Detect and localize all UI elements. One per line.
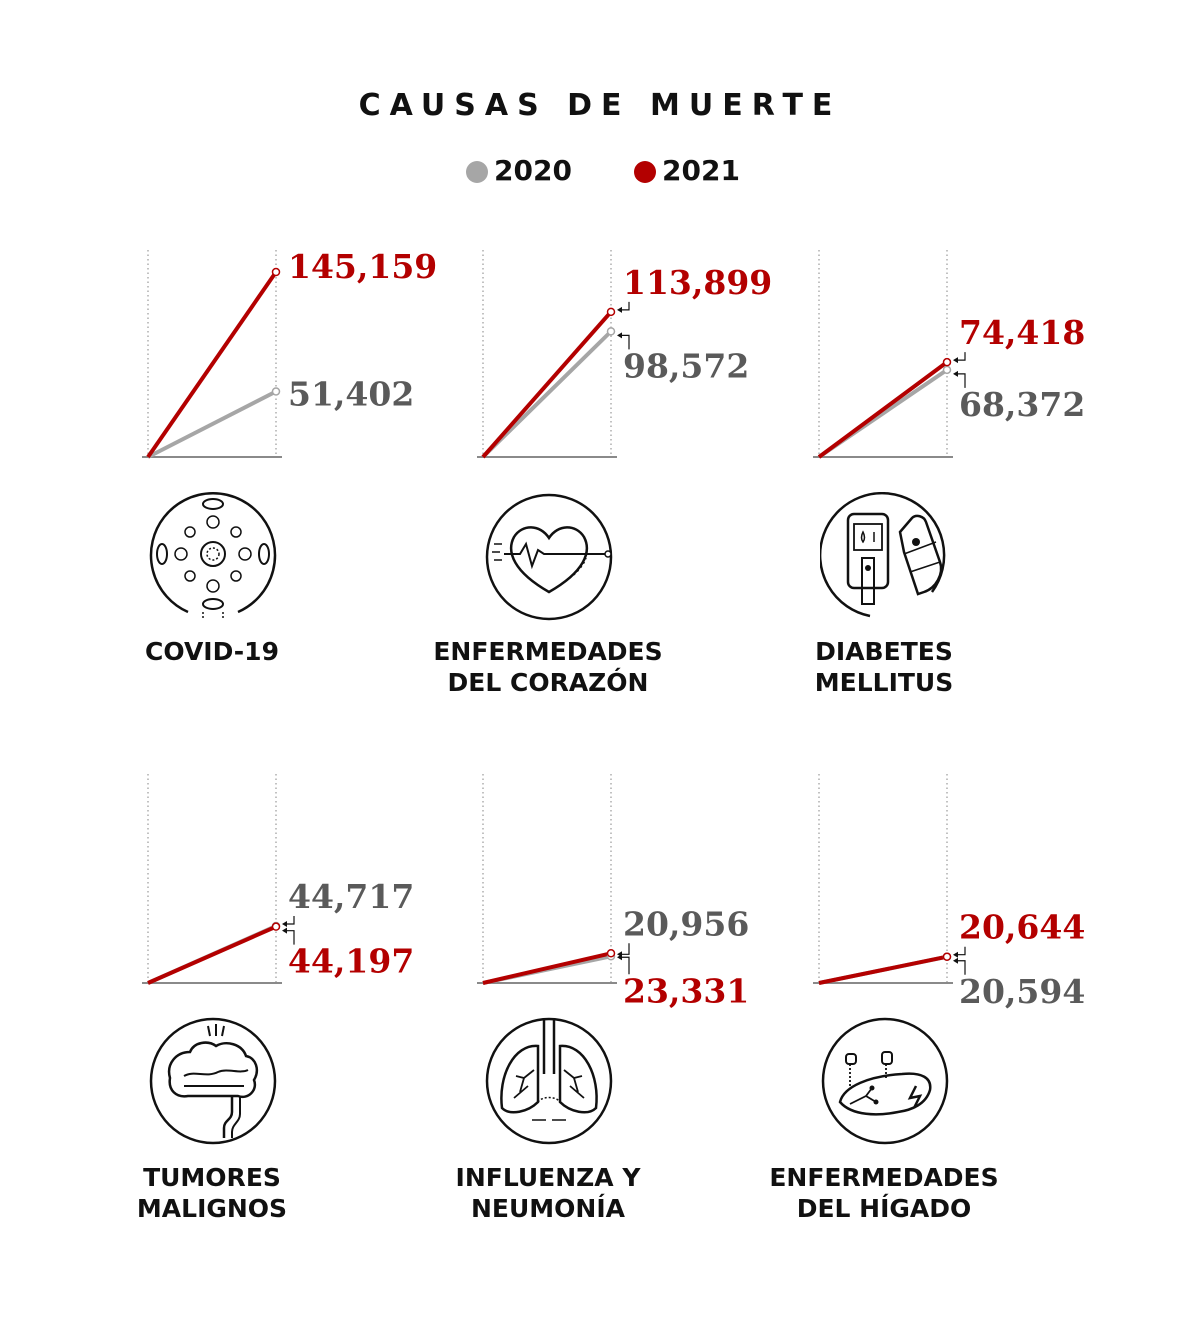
series-line-2021: [483, 953, 611, 983]
category-label-line1: DIABETES: [815, 637, 953, 666]
series-point-2021: [608, 950, 615, 957]
category-label-line1: INFLUENZA Y: [455, 1163, 641, 1192]
data-label-bottom: 44,197: [288, 941, 415, 981]
arrowhead-top: [953, 952, 958, 958]
heart-icon: [484, 492, 614, 622]
data-label-bottom: 20,594: [959, 971, 1086, 1011]
chart-title: CAUSAS DE MUERTE: [358, 88, 842, 123]
data-label-top: 145,159: [288, 247, 438, 286]
category-label-line1: ENFERMEDADES: [433, 637, 663, 666]
series-point-2021: [273, 923, 280, 930]
glucometer-icon: [820, 492, 950, 622]
data-label-bottom: 51,402: [288, 374, 415, 414]
category-label-heart: [398, 636, 698, 698]
series-point-2021: [608, 308, 615, 315]
brain-icon: [148, 1016, 278, 1146]
data-label-top: 20,644: [959, 907, 1086, 947]
category-label-line2: DEL HÍGADO: [796, 1194, 972, 1223]
arrowhead-bottom: [953, 958, 958, 964]
series-line-2021: [819, 362, 947, 457]
data-label-bottom: 68,372: [959, 384, 1086, 424]
category-label-line2: MELLITUS: [814, 668, 954, 697]
category-label-influenza: [398, 1162, 698, 1224]
series-point-2020: [944, 366, 951, 373]
arrowhead-bottom: [282, 928, 287, 934]
series-line-2021: [148, 272, 276, 457]
category-label-line2: DEL CORAZÓN: [447, 668, 649, 697]
arrowhead-top: [617, 307, 622, 313]
category-label-line1: ENFERMEDADES: [769, 1163, 999, 1192]
category-label-diabetes: [734, 636, 1034, 698]
series-line-2021: [483, 312, 611, 457]
arrowhead-bottom: [617, 332, 622, 338]
legend-label-2021: 2021: [662, 154, 740, 187]
lungs-icon: [484, 1016, 614, 1146]
series-point-2021: [944, 953, 951, 960]
arrowhead-bottom: [953, 371, 958, 377]
data-label-top: 113,899: [623, 262, 773, 302]
legend-label-2020: 2020: [494, 154, 572, 187]
series-point-2021: [273, 269, 280, 276]
data-label-top: 74,418: [959, 313, 1086, 353]
series-point-2020: [273, 388, 280, 395]
series-point-2020: [608, 328, 615, 335]
data-label-top: 20,956: [623, 904, 750, 944]
category-label-line2: MALIGNOS: [136, 1194, 288, 1223]
arrowhead-top: [282, 921, 287, 927]
category-label-line1: COVID-19: [145, 637, 279, 666]
arrowhead-top: [953, 357, 958, 363]
series-point-2021: [944, 359, 951, 366]
series-line-2021: [819, 957, 947, 983]
data-label-bottom: 98,572: [623, 346, 750, 386]
data-label-top: 44,717: [288, 877, 415, 917]
category-label-line2: NEUMONÍA: [470, 1194, 625, 1223]
series-line-2021: [148, 927, 276, 983]
category-label-liver: [734, 1162, 1034, 1224]
liver-icon: [820, 1016, 950, 1146]
virus-icon: [148, 492, 278, 622]
data-label-bottom: 23,331: [623, 971, 750, 1011]
category-label-tumors: [62, 1162, 362, 1224]
category-label-line1: TUMORES: [143, 1163, 281, 1192]
series-line-2020: [148, 391, 276, 457]
category-label-covid: [62, 636, 362, 667]
